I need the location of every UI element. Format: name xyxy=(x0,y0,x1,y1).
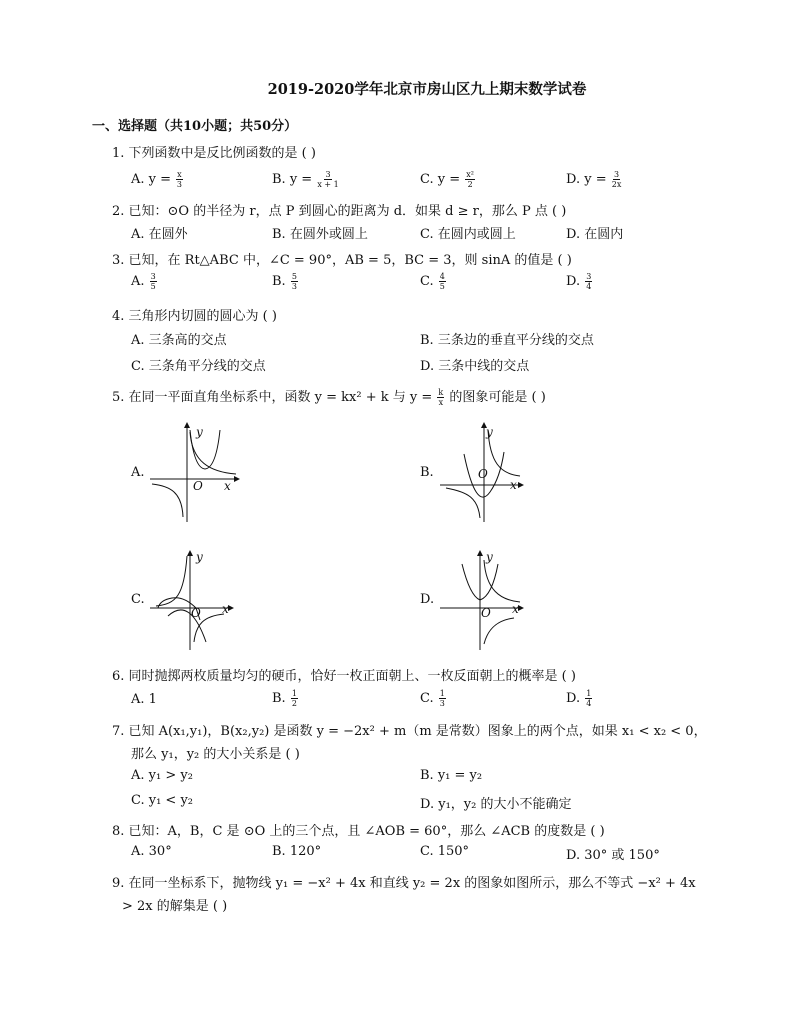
option-prefix: B. xyxy=(272,691,290,706)
graph-d-x-label: x xyxy=(512,602,519,616)
question-7-option-c[interactable]: C. y₁ < y₂ xyxy=(131,793,194,808)
option-prefix: C. xyxy=(420,691,438,706)
option-prefix: C. xyxy=(420,274,438,289)
denominator: 2x xyxy=(611,180,622,189)
question-6-option-a[interactable]: A. 1 xyxy=(131,692,157,707)
question-5-stem xyxy=(112,386,546,407)
question-3-option-d[interactable] xyxy=(566,272,593,291)
numerator: 1 xyxy=(586,689,592,698)
question-5-option-b[interactable]: B. xyxy=(420,465,434,480)
numerator: 3 xyxy=(586,272,592,281)
question-1-stem: 1. 下列函数中是反比例函数的是 ( ) xyxy=(112,146,316,161)
option-prefix: A. xyxy=(131,274,149,289)
question-4-option-b[interactable]: B. 三条边的垂直平分线的交点 xyxy=(420,333,594,348)
question-4-option-d[interactable]: D. 三条中线的交点 xyxy=(420,359,530,374)
denominator: x + 1 xyxy=(317,180,339,189)
question-8-option-b[interactable]: B. 120° xyxy=(272,844,322,859)
graph-b-y-label: y xyxy=(486,425,493,439)
denominator: 3 xyxy=(291,282,297,291)
denominator: 2 xyxy=(291,699,297,708)
graph-b-x-label: x xyxy=(510,478,517,492)
fraction xyxy=(291,689,298,708)
question-5-option-a[interactable]: A. xyxy=(131,465,145,480)
question-1-option-c[interactable] xyxy=(420,170,476,189)
section-heading: 一、选择题（共10小题；共50分） xyxy=(92,119,298,134)
numerator: 1 xyxy=(291,689,297,698)
fraction xyxy=(612,170,622,189)
page-title: 2019-2020学年北京市房山区九上期末数学试卷 xyxy=(267,81,587,98)
denominator: x xyxy=(438,398,444,407)
question-4-option-a[interactable]: A. 三条高的交点 xyxy=(131,333,227,348)
option-prefix: A. y = xyxy=(131,172,176,187)
numerator: 1 xyxy=(439,689,445,698)
numerator: x xyxy=(177,170,182,179)
numerator: 3 xyxy=(150,272,156,281)
question-3-option-a[interactable] xyxy=(131,272,158,291)
graph-d xyxy=(440,550,524,650)
fraction xyxy=(465,170,475,189)
numerator: k xyxy=(438,388,444,397)
option-prefix: B. y = xyxy=(272,172,317,187)
option-prefix: D. y = xyxy=(566,172,611,187)
numerator: 4 xyxy=(439,272,445,281)
question-7-option-a[interactable]: A. y₁ > y₂ xyxy=(131,768,193,783)
question-6-stem: 6. 同时抛掷两枚质量均匀的硬币，恰好一枚正面朝上、一枚反面朝上的概率是 ( ) xyxy=(112,669,576,684)
fraction xyxy=(439,272,446,291)
stem-text: 5. 在同一平面直角坐标系中，函数 y = kx² + k 与 y = xyxy=(112,390,437,405)
denominator: 3 xyxy=(439,699,445,708)
option-prefix: D. xyxy=(566,691,585,706)
question-7-stem-line-1: 7. 已知 A(x₁,y₁)，B(x₂,y₂) 是函数 y = −2x² + m（m 是常数）图象上的两个点，如果 x₁ < x₂ < 0， xyxy=(112,724,707,739)
numerator: 3 xyxy=(325,170,331,179)
question-2-option-c[interactable]: C. 在圆内或圆上 xyxy=(420,227,516,242)
graph-a-x-label: x xyxy=(224,479,231,493)
denominator: 5 xyxy=(150,282,156,291)
fraction xyxy=(291,272,298,291)
graph-a xyxy=(150,422,240,522)
question-1-option-d[interactable] xyxy=(566,170,622,189)
question-9-stem-line-1: 9. 在同一坐标系下，抛物线 y₁ = −x² + 4x 和直线 y₂ = 2x 的图象如图所示，那么不等式 −x² + 4x xyxy=(112,876,696,891)
denominator: 5 xyxy=(439,282,445,291)
numerator: 3 xyxy=(613,170,620,179)
denominator: 4 xyxy=(586,699,592,708)
question-8-option-a[interactable]: A. 30° xyxy=(131,844,172,859)
fraction xyxy=(150,272,157,291)
question-6-option-c[interactable] xyxy=(420,689,447,708)
question-7-option-b[interactable]: B. y₁ = y₂ xyxy=(420,768,483,783)
denominator: 2 xyxy=(467,180,473,189)
graph-c-x-label: x xyxy=(222,602,229,616)
graph-d-origin-label: O xyxy=(481,606,491,620)
graph-b-origin-label: O xyxy=(478,467,488,481)
question-1-option-a[interactable] xyxy=(131,170,184,189)
question-3-stem: 3. 已知，在 Rt△ABC 中，∠C = 90°，AB = 5，BC = 3，则 sinA 的值是 ( ) xyxy=(112,253,572,268)
graph-c-y-label: y xyxy=(196,550,203,564)
denominator: 3 xyxy=(176,180,182,189)
question-1-option-b[interactable] xyxy=(272,170,340,189)
question-8-stem: 8. 已知：A，B，C 是 ⊙O 上的三个点，且 ∠AOB = 60°，那么 ∠ACB 的度数是 ( ) xyxy=(112,824,605,839)
numerator: x² xyxy=(466,170,474,179)
question-7-option-d[interactable]: D. y₁，y₂ 的大小不能确定 xyxy=(420,797,572,812)
option-prefix: C. y = xyxy=(420,172,465,187)
denominator: 4 xyxy=(586,282,592,291)
question-2-option-b[interactable]: B. 在圆外或圆上 xyxy=(272,227,368,242)
fraction xyxy=(439,689,446,708)
question-5-option-c[interactable]: C. xyxy=(131,592,145,607)
fraction xyxy=(176,170,183,189)
stem-text: 的图象可能是 ( ) xyxy=(445,390,546,405)
option-prefix: B. xyxy=(272,274,290,289)
question-4-stem: 4. 三角形内切圆的圆心为 ( ) xyxy=(112,309,277,324)
question-3-option-c[interactable] xyxy=(420,272,447,291)
graph-c xyxy=(150,550,234,650)
question-7-stem-line-2: 那么 y₁，y₂ 的大小关系是 ( ) xyxy=(131,747,300,762)
question-6-option-b[interactable] xyxy=(272,689,299,708)
question-8-option-c[interactable]: C. 150° xyxy=(420,844,470,859)
fraction xyxy=(585,272,592,291)
question-6-option-d[interactable] xyxy=(566,689,593,708)
question-9-stem-line-2: > 2x 的解集是 ( ) xyxy=(122,899,228,914)
graph-d-y-label: y xyxy=(486,550,493,564)
graph-a-origin-label: O xyxy=(193,479,203,493)
question-2-option-a[interactable]: A. 在圆外 xyxy=(131,227,188,242)
question-2-stem: 2. 已知：⊙O 的半径为 r，点 P 到圆心的距离为 d．如果 d ≥ r，那么 P 点 ( ) xyxy=(112,204,567,219)
question-5-option-d[interactable]: D. xyxy=(420,592,435,607)
fraction xyxy=(585,689,592,708)
question-4-option-c[interactable]: C. 三条角平分线的交点 xyxy=(131,359,266,374)
question-8-option-d[interactable]: D. 30° 或 150° xyxy=(566,848,660,863)
question-2-option-d[interactable]: D. 在圆内 xyxy=(566,227,624,242)
question-3-option-b[interactable] xyxy=(272,272,299,291)
numerator: 5 xyxy=(291,272,297,281)
fraction xyxy=(317,170,338,189)
graph-a-y-label: y xyxy=(196,425,203,439)
graph-c-origin-label: O xyxy=(191,606,201,620)
fraction xyxy=(437,388,444,407)
option-prefix: D. xyxy=(566,274,585,289)
